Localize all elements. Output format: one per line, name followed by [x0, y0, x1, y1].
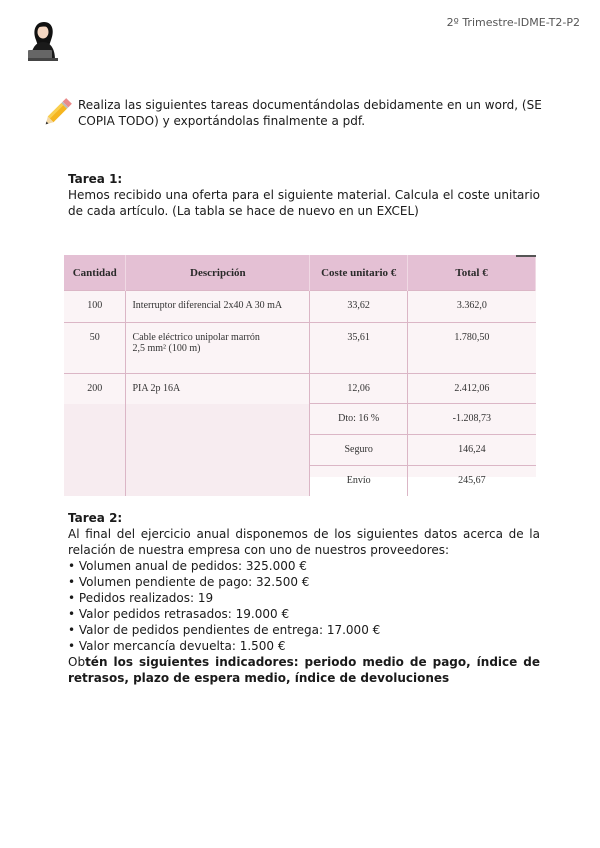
- cell-cantidad: 100: [64, 291, 126, 323]
- cell-total: 1.780,50: [408, 323, 536, 374]
- col-header-descripcion: Descripción: [126, 255, 310, 291]
- summary-value: 245,67: [408, 466, 536, 497]
- cell-cantidad: 50: [64, 323, 126, 374]
- cell-total: 3.362,0: [408, 291, 536, 323]
- cell-coste: 35,61: [310, 323, 408, 374]
- tarea-2-text: Al final del ejercicio anual disponemos de los siguientes datos acerca de la relación de nuestra empresa con uno de nuestros proveedores:: [68, 527, 540, 557]
- blank-cell: [126, 404, 310, 435]
- table-row: [64, 374, 536, 404]
- woman-laptop-icon: [22, 20, 64, 62]
- summary-label: Seguro: [310, 435, 408, 466]
- table-row: [64, 323, 536, 374]
- tarea-1: [68, 171, 540, 219]
- tarea-1-text: Hemos recibido una oferta para el siguiente material. Calcula el coste unitario de cada artículo. (La tabla se hace de nuevo en un EXCEL): [68, 188, 540, 218]
- col-header-total: Total €: [408, 255, 536, 291]
- list-item: • Volumen anual de pedidos: 325.000 €: [68, 558, 540, 574]
- blank-cell: [64, 466, 126, 497]
- list-item: • Valor pedidos retrasados: 19.000 €: [68, 606, 540, 622]
- cell-descripcion: PIA 2p 16A: [126, 374, 310, 404]
- cell-coste: 12,06: [310, 374, 408, 404]
- summary-value: -1.208,73: [408, 404, 536, 435]
- cell-descripcion-line1: Cable eléctrico unipolar marrón: [132, 332, 260, 343]
- summary-label: Envío: [310, 466, 408, 497]
- cell-cantidad: 200: [64, 374, 126, 404]
- indicators-prefix: Ob: [68, 655, 86, 669]
- tarea-2: [68, 510, 540, 686]
- table-row: [64, 291, 536, 323]
- intro-instructions: Realiza las siguientes tareas documentándolas debidamente en un word, (SE COPIA TODO) y exportándolas finalmente a pdf.: [78, 98, 542, 128]
- summary-value: 146,24: [408, 435, 536, 466]
- cell-descripcion: Interruptor diferencial 2x40 A 30 mA: [126, 291, 310, 323]
- tarea-2-title: Tarea 2:: [68, 511, 123, 525]
- col-header-coste: Coste unitario €: [310, 255, 408, 291]
- blank-cell: [64, 435, 126, 466]
- blank-cell: [64, 404, 126, 435]
- indicators-text: tén los siguientes indicadores: periodo medio de pago, índice de retrasos, plazo de espera medio, índice de devoluciones: [68, 655, 540, 685]
- offer-table: [64, 255, 536, 496]
- list-item: • Valor de pedidos pendientes de entrega: 17.000 €: [68, 622, 540, 638]
- table-header-row: [64, 255, 536, 291]
- table-edge-mark: [516, 255, 536, 257]
- blank-cell: [126, 435, 310, 466]
- cell-descripcion: [126, 323, 310, 374]
- data-bullet-list: [68, 558, 540, 654]
- document-id: 2º Trimestre-IDME-T2-P2: [446, 16, 580, 29]
- pencil-icon: [40, 96, 74, 130]
- list-item: • Pedidos realizados: 19: [68, 590, 540, 606]
- summary-row: [64, 466, 536, 497]
- cell-descripcion-line2: 2,5 mm² (100 m): [132, 343, 201, 354]
- summary-row: [64, 435, 536, 466]
- col-header-cantidad: Cantidad: [64, 255, 126, 291]
- list-item: • Valor mercancía devuelta: 1.500 €: [68, 638, 540, 654]
- offer-table-image: [64, 255, 536, 486]
- blank-cell: [126, 466, 310, 497]
- indicators-instruction: [68, 654, 540, 686]
- cell-total: 2.412,06: [408, 374, 536, 404]
- list-item: • Volumen pendiente de pago: 32.500 €: [68, 574, 540, 590]
- cell-coste: 33,62: [310, 291, 408, 323]
- summary-label: Dto: 16 %: [310, 404, 408, 435]
- summary-row: [64, 404, 536, 435]
- tarea-1-title: Tarea 1:: [68, 172, 123, 186]
